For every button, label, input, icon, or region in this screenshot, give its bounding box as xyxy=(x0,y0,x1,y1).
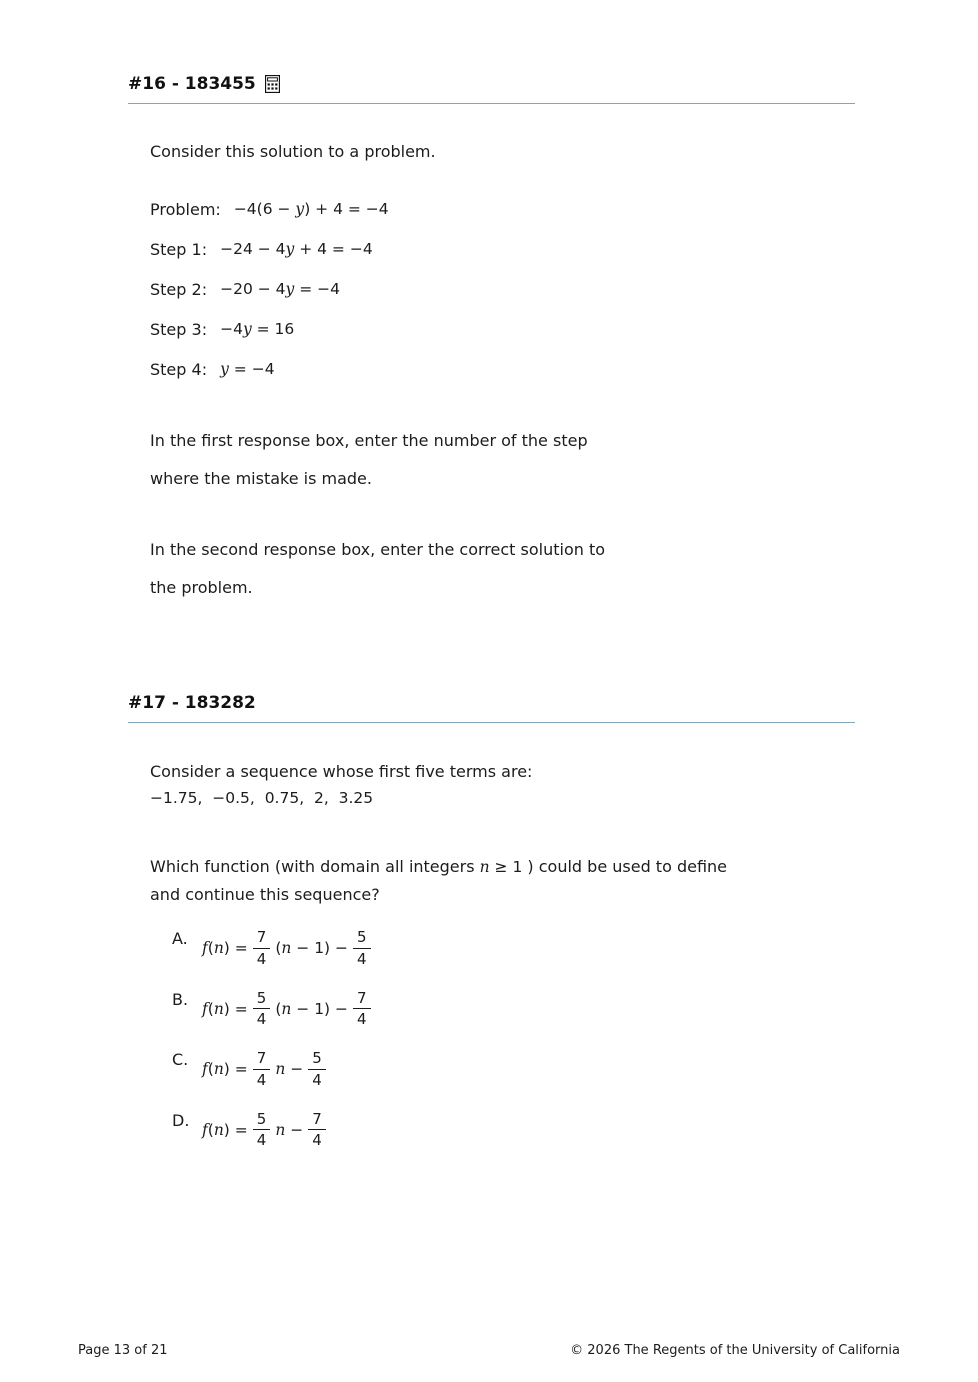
equation-variable: y xyxy=(295,200,305,218)
equation-pre: −4 xyxy=(220,320,243,338)
q17-intro-text: Consider a sequence whose first five terms are: xyxy=(150,762,533,781)
fraction-denominator: 4 xyxy=(312,1070,322,1089)
fraction-numerator: 5 xyxy=(308,1049,326,1070)
math-mid-post: − xyxy=(285,1120,304,1139)
math-f: f xyxy=(202,1059,208,1078)
fraction xyxy=(253,989,271,1030)
math-mid-pre: ( xyxy=(275,938,282,957)
math-n: n xyxy=(275,1120,286,1139)
math-n: n xyxy=(213,999,224,1018)
math-equals: ) = xyxy=(223,938,248,957)
text-line: the problem. xyxy=(150,578,253,597)
math-n: n xyxy=(275,1059,286,1078)
math-relation: ≥ 1 xyxy=(489,858,523,876)
math-f: f xyxy=(202,938,208,957)
fraction-numerator: 7 xyxy=(253,928,271,949)
math-paren: ( xyxy=(207,999,214,1018)
fraction-numerator: 5 xyxy=(253,989,271,1010)
header-rule xyxy=(128,722,855,723)
step-equation xyxy=(220,320,294,338)
question-16-header xyxy=(128,74,855,94)
equation-variable: y xyxy=(285,280,295,298)
question-16-title: #16 - 183455 xyxy=(128,74,256,94)
answer-options xyxy=(150,928,855,1150)
math-n: n xyxy=(281,938,292,957)
q16-instruction-1 xyxy=(150,422,855,498)
math-n: n xyxy=(213,1059,224,1078)
fraction-numerator: 5 xyxy=(353,928,371,949)
math-equals: ) = xyxy=(223,1059,248,1078)
question-17-body xyxy=(128,759,855,1150)
step-label: Step 2: xyxy=(150,279,208,299)
math-variable-n: n xyxy=(479,858,490,876)
math-n: n xyxy=(281,999,292,1018)
option-formula xyxy=(202,1049,331,1090)
step-1 xyxy=(150,229,855,269)
text-segment: Which function (with domain all integers xyxy=(150,857,480,876)
text-line: In the first response box, enter the number of the step xyxy=(150,431,588,450)
calculator-icon xyxy=(265,75,280,93)
equation-variable: y xyxy=(285,240,295,258)
step-label: Step 3: xyxy=(150,319,208,339)
option-letter: D. xyxy=(172,1110,190,1130)
math-mid-pre: ( xyxy=(275,999,282,1018)
step-equation xyxy=(220,360,274,378)
text-line: where the mistake is made. xyxy=(150,469,372,488)
math-mid-post: − xyxy=(285,1059,304,1078)
step-label: Step 1: xyxy=(150,239,208,259)
fraction xyxy=(308,1110,326,1151)
text-line: In the second response box, enter the correct solution to xyxy=(150,540,606,559)
step-3 xyxy=(150,309,855,349)
q16-instruction-2 xyxy=(150,531,855,607)
fraction-denominator: 4 xyxy=(312,1131,322,1150)
fraction-denominator: 4 xyxy=(256,1131,267,1150)
question-17-header xyxy=(128,693,855,713)
math-f: f xyxy=(202,1120,208,1139)
q17-question-text xyxy=(150,853,855,908)
math-paren: ( xyxy=(207,938,214,957)
step-equation xyxy=(220,280,340,298)
math-mid-post: − 1) − xyxy=(291,938,349,957)
header-rule xyxy=(128,103,855,104)
fraction xyxy=(353,928,371,969)
math-n: n xyxy=(213,938,224,957)
math-mid-post: − 1) − xyxy=(291,999,349,1018)
page-footer xyxy=(78,1343,900,1358)
equation-pre: −4(6 − xyxy=(233,200,296,218)
fraction-denominator: 4 xyxy=(256,1010,267,1029)
question-16-body xyxy=(128,142,855,607)
option-letter: C. xyxy=(172,1050,189,1069)
math-paren: ( xyxy=(207,1059,214,1078)
fraction-numerator: 7 xyxy=(253,1049,271,1070)
equation-post: = −4 xyxy=(228,360,275,378)
question-17 xyxy=(128,693,855,1150)
fraction-denominator: 4 xyxy=(256,1070,267,1089)
fraction xyxy=(253,928,271,969)
math-equals: ) = xyxy=(223,999,248,1018)
step-equation xyxy=(220,240,373,258)
equation-pre: −24 − 4 xyxy=(220,240,286,258)
fraction-denominator: 4 xyxy=(256,949,267,968)
option-b xyxy=(172,989,855,1030)
text-segment: ) could be used to define xyxy=(522,857,728,876)
step-problem xyxy=(150,189,855,229)
equation-post: = −4 xyxy=(294,280,340,298)
step-label: Problem: xyxy=(150,199,221,219)
math-f: f xyxy=(202,999,208,1018)
fraction-numerator: 5 xyxy=(253,1110,271,1131)
sequence-terms: −1.75, −0.5, 0.75, 2, 3.25 xyxy=(150,789,374,807)
option-formula xyxy=(202,1110,331,1151)
fraction xyxy=(253,1049,271,1090)
fraction-denominator: 4 xyxy=(357,1010,367,1029)
page-number: Page 13 of 21 xyxy=(78,1343,168,1358)
copyright: © 2026 The Regents of the University of California xyxy=(570,1343,900,1358)
option-a xyxy=(172,928,855,969)
equation-post: ) + 4 = −4 xyxy=(304,200,389,218)
math-paren: ( xyxy=(207,1120,214,1139)
question-17-title: #17 - 183282 xyxy=(128,693,256,713)
equation-post: = 16 xyxy=(251,320,295,338)
question-16 xyxy=(128,0,855,607)
option-c xyxy=(172,1049,855,1090)
fraction xyxy=(353,989,371,1030)
step-label: Step 4: xyxy=(150,359,208,379)
option-d xyxy=(172,1110,855,1151)
fraction-numerator: 7 xyxy=(353,989,371,1010)
text-line: and continue this sequence? xyxy=(150,885,380,904)
step-equation xyxy=(234,200,389,218)
fraction-numerator: 7 xyxy=(308,1110,326,1131)
fraction xyxy=(253,1110,271,1151)
step-2 xyxy=(150,269,855,309)
option-letter: A. xyxy=(172,929,188,948)
option-formula xyxy=(202,928,376,969)
equation-variable: y xyxy=(242,320,252,338)
equation-pre: −20 − 4 xyxy=(220,280,286,298)
equation-post: + 4 = −4 xyxy=(294,240,373,258)
step-4 xyxy=(150,349,855,389)
fraction-denominator: 4 xyxy=(357,949,367,968)
math-equals: ) = xyxy=(223,1120,248,1139)
fraction xyxy=(308,1049,326,1090)
math-n: n xyxy=(213,1120,224,1139)
option-letter: B. xyxy=(172,989,189,1009)
equation-variable: y xyxy=(220,360,229,378)
solution-steps xyxy=(150,189,855,389)
option-formula xyxy=(202,989,376,1030)
q16-intro-text: Consider this solution to a problem. xyxy=(150,142,436,161)
